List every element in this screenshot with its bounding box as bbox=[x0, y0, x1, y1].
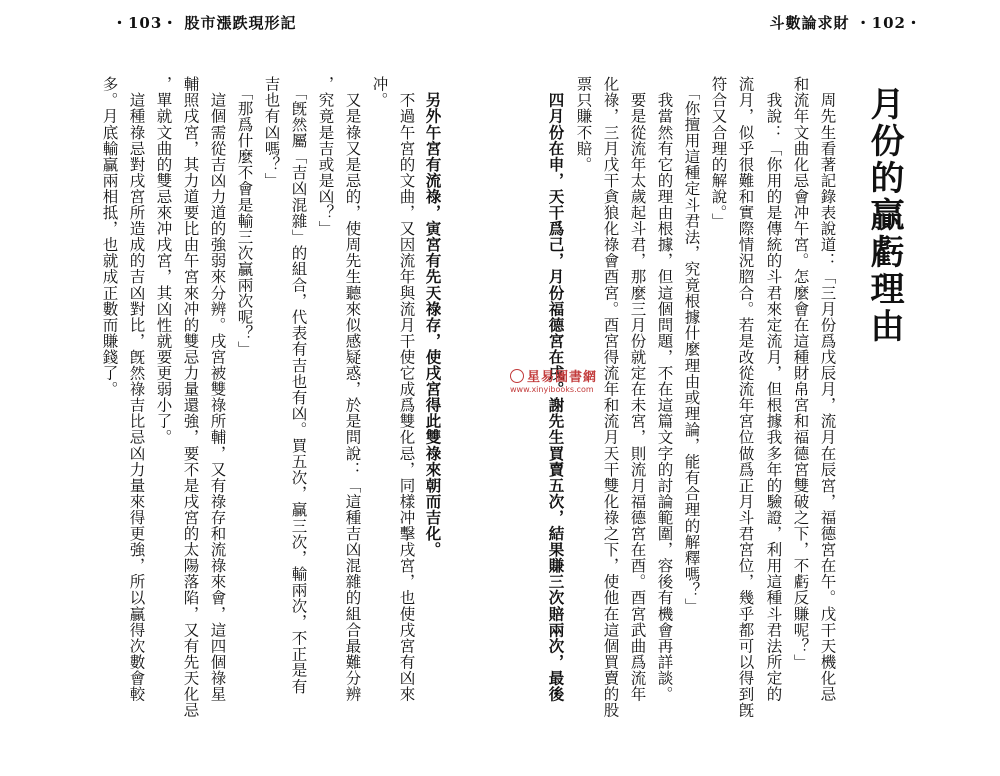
text-column: 這個需從吉凶力道的強弱來分辨。戌宮被雙祿所輔，又有祿存和流祿來會，這四個祿星 bbox=[208, 76, 227, 702]
watermark-logo bbox=[510, 366, 598, 406]
text-column: 「旣然屬「吉凶混雜」的組合，代表有吉也有凶。買五次，贏三次，輸兩次，不正是有 bbox=[289, 76, 308, 695]
text-column: 要是從流年太歲起斗君，那麼三月份就定在未宮，則流月福德宮在酉。酉宮武曲爲流年 bbox=[628, 76, 647, 702]
watermark-name: 星易圖書網 bbox=[527, 370, 598, 385]
text-column: 這種祿忌對戌宮所造成的吉凶對比，旣然祿吉比忌凶力量來得更強，所以贏得次數會較 bbox=[127, 76, 146, 702]
page-header-right: 斗數論求財 ・102・ bbox=[769, 14, 922, 32]
text-column: 另外午宮有流祿，寅宮有先天祿存，使戌宮得此雙祿來朝而吉化。 bbox=[423, 76, 443, 558]
text-column: ，單就文曲的雙忌來冲戌宮，其凶性就要更弱小了。 bbox=[154, 76, 173, 446]
text-column: 四月份在申，天干爲己，月份福德宮在戌。謝先生買賣五次，結果賺三次賠兩次，最後 bbox=[546, 76, 566, 702]
section-title: 月份的贏虧理由 bbox=[864, 86, 904, 345]
text-column: 流月，似乎很難和實際情況脗合。若是改從流年宮位做爲正月斗君宮位，幾乎都可以得到旣 bbox=[736, 76, 755, 718]
text-column: 我當然有它的理由根據，但這個問題，不在這篇文字的討論範圍，容後有機會再詳談。 bbox=[655, 76, 674, 702]
text-column: 「你擅用這種定斗君法，究竟根據什麼理由或理論，能有合理的解釋嗎？」 bbox=[682, 76, 701, 614]
text-column: 周先生看著記錄表說道：「三月份爲戊辰月，流月在辰宮，福德宮在午。戊干天機化忌 bbox=[818, 76, 837, 702]
text-column: 吉也有凶嗎？」 bbox=[262, 76, 281, 189]
text-column: 我說：「你用的是傳統的斗君來定流月，但根據我多年的驗證，利用這種斗君法所定的 bbox=[764, 76, 783, 702]
text-column: 票只賺不賠。 bbox=[574, 76, 593, 173]
text-column: 又是祿又是忌的，使周先生聽來似感疑惑，於是問說：「這種吉凶混雜的組合最難分辨 bbox=[343, 76, 362, 702]
text-column: 多。月底輸贏兩相抵，也就成正數而賺錢了。 bbox=[100, 76, 119, 397]
watermark-url: www.xinyibooks.com bbox=[510, 385, 594, 394]
page-header-left: ・103・ 股市漲跌現形記 bbox=[112, 14, 297, 32]
text-column: 不過午宮的文曲，又因流年與流月干使它成爲雙化忌，同樣冲擊戌宮，也使戌宮有凶來 bbox=[397, 76, 416, 702]
text-column: 和流年文曲化忌會冲午宮。怎麼會在這種財帛宮和福德宮雙破之下，不虧反賺呢？」 bbox=[791, 76, 810, 670]
text-column: 「那爲什麼不會是輸三次贏兩次呢？」 bbox=[235, 76, 254, 358]
text-column: 符合又合理的解說。」 bbox=[709, 76, 728, 229]
text-column: 化祿，三月戊干貪狼化祿會酉宮。酉宮得流年和流月天干雙化祿之下，使他在這個買賣的股 bbox=[601, 76, 620, 718]
text-column: 輔照戌宮，其力道要比由午宮來冲的雙忌力量還強，要不是戌宮的太陽落陷，又有先天化忌 bbox=[181, 76, 200, 718]
seal-icon bbox=[510, 369, 524, 383]
text-column: ，究竟是吉或是凶？」 bbox=[316, 76, 335, 237]
text-column: 冲。 bbox=[370, 76, 389, 109]
